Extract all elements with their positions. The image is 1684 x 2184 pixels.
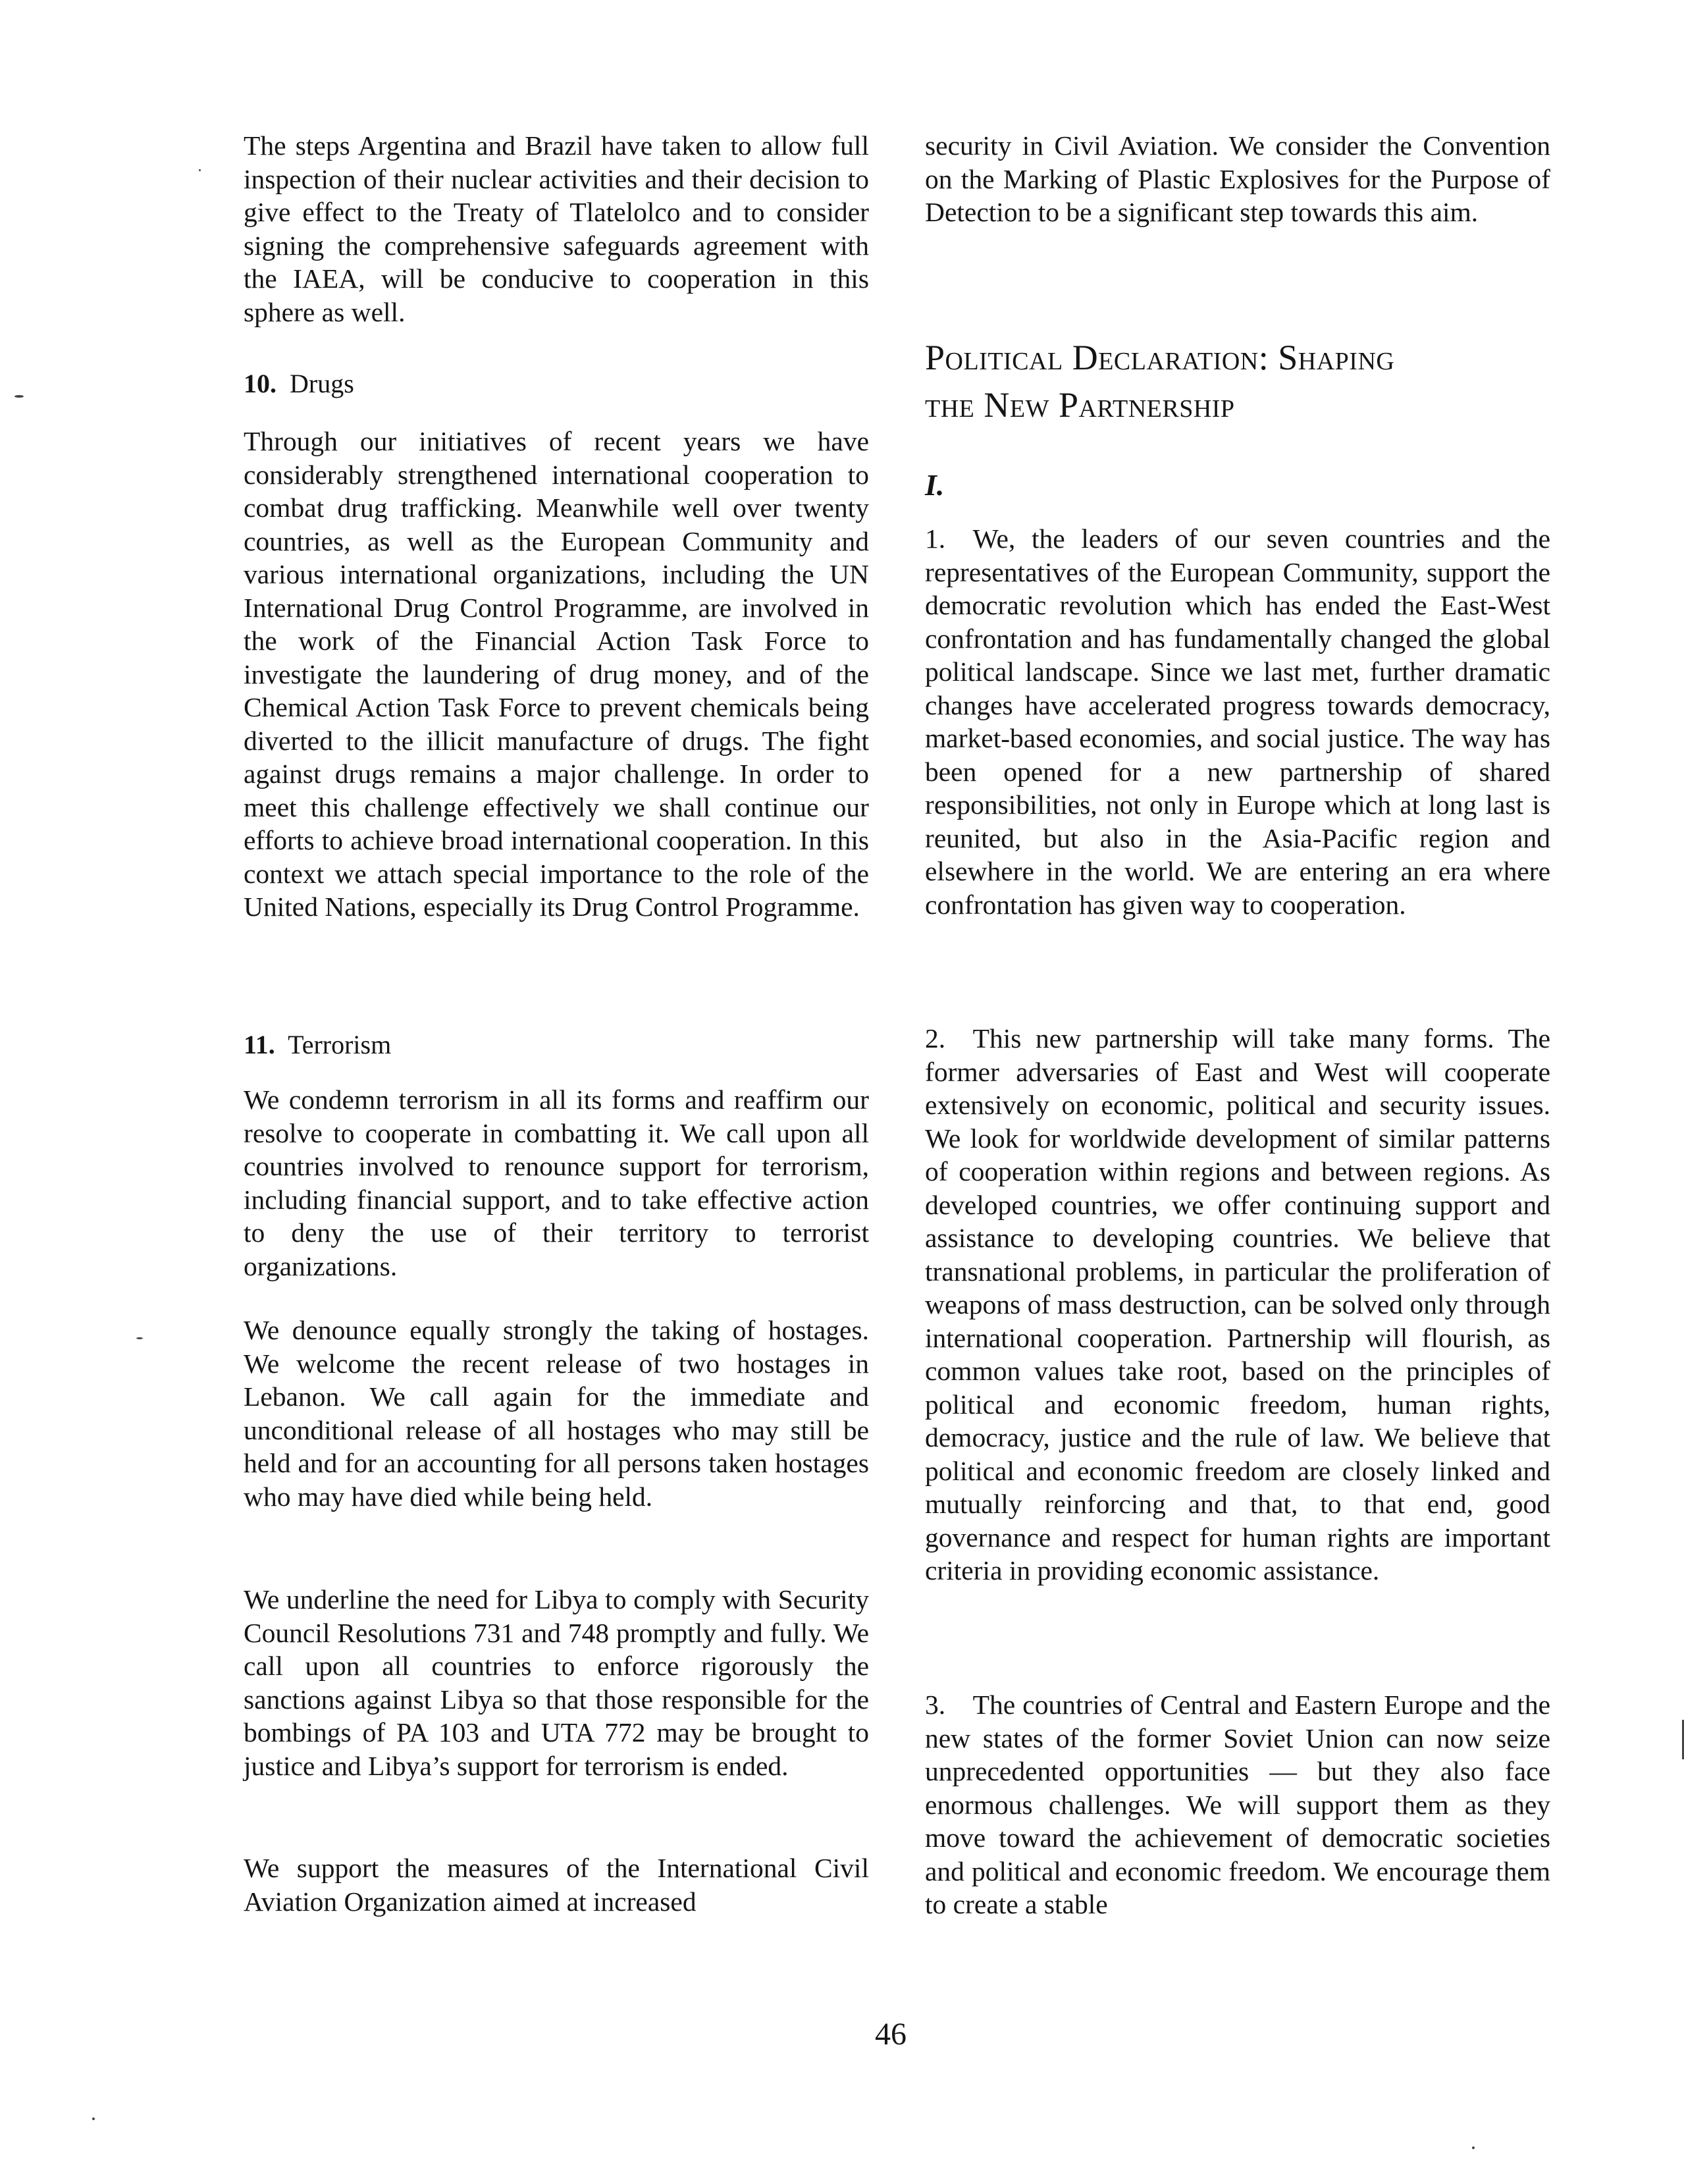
continuation-paragraph: security in Civil Aviation. We consider the Convention on the Marking of Plastic Explosives for the Purpose of Detection to be a significant step towards this aim.	[925, 130, 1550, 227]
terrorism-heading-title: Terrorism	[288, 1030, 392, 1059]
paragraph-1: 1. We, the leaders of our seven countries and the representatives of the European Community, support the democratic revolution which has ended the East-West confrontation and has fundamentally changed the global political landscape. Since we last met, further dramatic changes have accelerated progress towards democracy, market-based economies, and social justice. The way has been opened for a new partnership of shared responsibilities, not only in Europe which at long last is reunited, but also in the Asia-Pacific region and elsewhere in the world. We are entering an era where confrontation has given way to cooperation.	[925, 523, 1550, 920]
paragraph-3: 3. The countries of Central and Eastern Europe and the new states of the former Soviet Union can now seize unprecedented opportunities — but they also face enormous challenges. We will support them as they move toward the achievement of democratic societies and political and economic freedom. We encourage them to create a stable	[925, 1690, 1550, 1919]
terrorism-heading-number: 11.	[244, 1030, 275, 1059]
intro-paragraph: The steps Argentina and Brazil have taken to allow full inspection of their nuclear activities and their decision to give effect to the Treaty of Tlatelolco and to consider signing the comprehensive safeguards agreement with the IAEA, will be conducive to cooperation in this sphere as well.	[244, 130, 869, 327]
scan-speck	[199, 169, 201, 171]
drugs-heading-title: Drugs	[290, 369, 354, 398]
heading-line-1: Political Declaration: Shaping	[925, 338, 1395, 377]
scan-speck	[14, 395, 24, 398]
drugs-heading-number: 10.	[244, 369, 276, 398]
terrorism-paragraph-2: We denounce equally strongly the taking of hostages. We welcome the recent release of two hostages in Lebanon. We call again for the immediate and unconditional release of all hostages who may still be held and for an accounting for all persons taken hostages who may have died while being held.	[244, 1315, 869, 1512]
drugs-paragraph: Through our initiatives of recent years we have considerably strengthened international cooperation to combat drug trafficking. Meanwhile well over twenty countries, as well as the European Community and various international organizations, including the UN International Drug Control Programme, are involved in the work of the Financial Action Task Force to investigate the laundering of drug money, and of the Chemical Action Task Force to prevent chemicals being diverted to the illicit manufacture of drugs. The fight against drugs remains a major challenge. In order to meet this challenge effectively we shall continue our efforts to achieve broad international cooperation. In this context we attach special importance to the role of the United Nations, especially its Drug Control Programme.	[244, 426, 869, 922]
political-declaration-heading	[925, 334, 1550, 429]
page-number: 46	[875, 2017, 907, 2052]
scan-speck	[1472, 2146, 1475, 2149]
scan-speck	[92, 2117, 95, 2120]
terrorism-paragraph-3: We underline the need for Libya to comply with Security Council Resolutions 731 and 748 promptly and fully. We call upon all countries to enforce rigorously the sanctions against Libya so that those responsible for the bombings of PA 103 and UTA 772 may be brought to justice and Libya’s support for terrorism is ended.	[244, 1584, 869, 1781]
heading-line-2: the New Partnership	[925, 385, 1235, 425]
drugs-heading	[244, 367, 354, 400]
section-roman-numeral: I.	[925, 468, 945, 502]
terrorism-paragraph-1: We condemn terrorism in all its forms and reaffirm our resolve to cooperate in combatting it. We call upon all countries involved to renounce support for terrorism, including financial support, and to take effective action to deny the use of their territory to terrorist organizations.	[244, 1084, 869, 1281]
paragraph-2: 2. This new partnership will take many forms. The former adversaries of East and West will cooperate extensively on economic, political and security issues. We look for worldwide development of similar patterns of cooperation within regions and between regions. As developed countries, we offer continuing support and assistance to developing countries. We believe that transnational problems, in particular the proliferation of weapons of mass destruction, can be solved only through international cooperation. Partnership will flourish, as common values take root, based on the principles of political and economic freedom, human rights, democracy, justice and the rule of law. We believe that political and economic freedom are closely linked and mutually reinforcing and that, to that end, good governance and respect for human rights are important criteria in providing economic assistance.	[925, 1023, 1550, 1585]
scan-speck	[136, 1337, 143, 1339]
terrorism-paragraph-4: We support the measures of the International Civil Aviation Organization aimed at increased	[244, 1853, 869, 1917]
terrorism-heading	[244, 1028, 391, 1061]
